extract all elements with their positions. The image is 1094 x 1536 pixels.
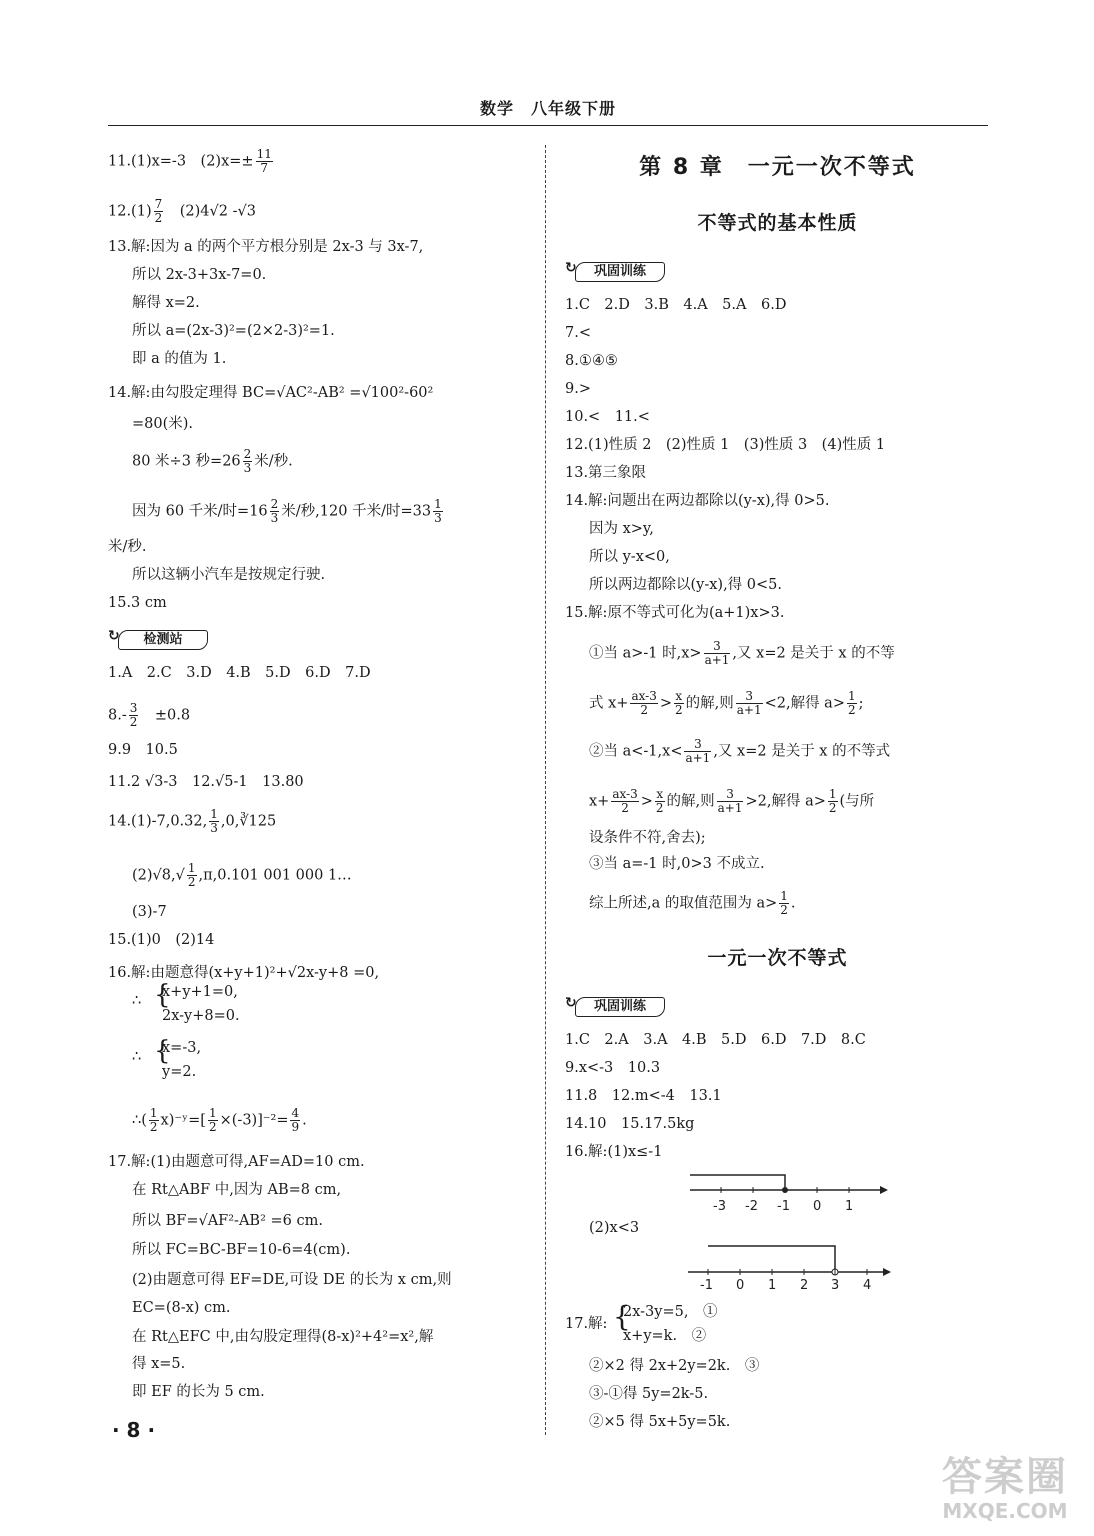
- answer-line: 8.①④⑤: [565, 353, 618, 369]
- answer-line: (2)√8,√ $\frac{1}{2}$ ,π,0.101 001 000 1…: [132, 861, 352, 889]
- answer-line: 因为 60 千米/时=16 $\frac{2}{3}$ 米/秒,120 千米/时=33 $\frac{1}{3}$: [132, 497, 442, 525]
- answer-line: 15.3 cm: [108, 595, 167, 611]
- section-title: 一元一次不等式: [707, 947, 848, 969]
- answer-line: 式 x+ $\frac{ax-3}{2}$ > $\frac{x}{2}$ 的解,则 $\frac{3}{a+1}$ <2,解得 a> $\frac{1}{2}$ ;: [589, 689, 864, 717]
- brace-icon: {: [613, 1300, 631, 1333]
- answer-line: 13.解:因为 a 的两个平方根分别是 2x-3 与 3x-7,: [108, 239, 424, 255]
- answer-line: ①当 a>-1 时,x> $\frac{3}{a+1}$ ,又 x=2 是关于 x 的不等: [589, 639, 895, 667]
- answer-line: 14.解:问题出在两边都除以(y-x),得 0>5.: [565, 493, 830, 509]
- answer-line: 在 Rt△EFC 中,由勾股定理得(8-x)²+4²=x²,解: [132, 1329, 434, 1345]
- answer-line: 80 米÷3 秒=26 $\frac{2}{3}$ 米/秒.: [132, 447, 293, 475]
- number-line-2-svg: [683, 1240, 903, 1290]
- answer-line: 16.解:(1)x≤-1: [565, 1144, 663, 1160]
- number-line-1: [685, 1165, 895, 1219]
- system-line: x=-3,: [162, 1040, 202, 1056]
- answer-line: 即 EF 的长为 5 cm.: [132, 1384, 265, 1400]
- tick-label: -1: [777, 1199, 790, 1214]
- answer-line: 1.C 2.A 3.A 4.B 5.D 6.D 7.D 8.C: [565, 1032, 866, 1048]
- answer-line: ②×2 得 2x+2y=2k. ③: [589, 1358, 760, 1374]
- answer-line: 即 a 的值为 1.: [132, 351, 227, 367]
- answer-line: =80(米).: [132, 416, 194, 432]
- answer-line: 10.< 11.<: [565, 409, 650, 425]
- therefore-sign: ∴: [132, 1049, 142, 1065]
- fraction: $\frac{11}{7}$: [256, 147, 272, 175]
- answer-line: 所以 FC=BC-BF=10-6=4(cm).: [132, 1242, 351, 1258]
- answer-line: ③-①得 5y=2k-5.: [589, 1386, 709, 1402]
- answer-line: 综上所述,a 的取值范围为 a> $\frac{1}{2}$ .: [589, 889, 796, 917]
- page-number: · 8 ·: [112, 1418, 156, 1442]
- answer-line: 14.(1)-7,0.32, $\frac{1}{3}$ ,0,∛125: [108, 807, 277, 835]
- tick-label: 4: [863, 1278, 872, 1290]
- answer-line: 12.(1)性质 2 (2)性质 1 (3)性质 3 (4)性质 1: [565, 437, 886, 453]
- system-line: y=2.: [162, 1064, 197, 1080]
- answer-line: 1.C 2.D 3.B 4.A 5.A 6.D: [565, 297, 787, 313]
- answer-line: 所以这辆小汽车是按规定行驶.: [132, 567, 326, 583]
- answer-line: ②当 a<-1,x< $\frac{3}{a+1}$ ,又 x=2 是关于 x 的不等式: [589, 737, 891, 765]
- answer-line: 8.- $\frac{3}{2}$ ±0.8: [108, 701, 191, 729]
- answer-line: 9.>: [565, 381, 591, 397]
- section-title: 不等式的基本性质: [697, 212, 858, 234]
- therefore-sign: ∴: [132, 993, 142, 1009]
- answer-line: 所以 BF=√AF²-AB² =6 cm.: [132, 1213, 323, 1229]
- answer-line: EC=(8-x) cm.: [132, 1300, 231, 1316]
- curl-arrow-icon: ↻: [108, 628, 120, 644]
- system-line: x+y+1=0,: [162, 984, 238, 1000]
- answer-line: 12.(1) $\frac{7}{2}$ (2)4√2 -√3: [108, 197, 256, 225]
- watermark-cn: 答案圈: [942, 1454, 1068, 1500]
- answer-line: 17.解:(1)由题意可得,AF=AD=10 cm.: [108, 1154, 365, 1170]
- section-tag-jiance: ↻ 检测站: [108, 628, 216, 650]
- system-line: 2x-3y=5, ①: [623, 1304, 718, 1320]
- tick-label: -1: [700, 1278, 713, 1290]
- brace-icon: {: [154, 980, 171, 1010]
- answer-line: 得 x=5.: [132, 1356, 186, 1372]
- number-line-2: [683, 1240, 903, 1294]
- answer-line: 解得 x=2.: [132, 295, 200, 311]
- curl-arrow-icon: ↻: [565, 995, 577, 1011]
- answer-line: 设条件不符,舍去);: [589, 830, 706, 846]
- answer-line: ②×5 得 5x+5y=5k.: [589, 1414, 731, 1430]
- header-rule: [108, 125, 988, 126]
- curl-arrow-icon: ↻: [565, 260, 577, 276]
- chapter-title: 第 8 章 一元一次不等式: [639, 155, 916, 180]
- answer-line: (2)由题意可得 EF=DE,可设 DE 的长为 x cm,则: [132, 1272, 452, 1288]
- section-tag-gonggu: ↻ 巩固训练: [565, 995, 673, 1017]
- tick-label: 0: [813, 1199, 822, 1214]
- solution-ray: [690, 1175, 785, 1190]
- brace-icon: {: [154, 1036, 171, 1066]
- answer-line: 所以 y-x<0,: [589, 549, 670, 565]
- answer-line: (3)-7: [132, 904, 167, 920]
- answer-line: 15.(1)0 (2)14: [108, 932, 215, 948]
- answer-line: 所以 a=(2x-3)²=(2×2-3)²=1.: [132, 323, 335, 339]
- answer-line: 11.(1)x=-3 (2)x=± $\frac{11}{7}$: [108, 147, 272, 175]
- answer-line: 11.8 12.m<-4 13.1: [565, 1088, 722, 1104]
- answer-line: 14.10 15.17.5kg: [565, 1116, 695, 1132]
- arrow-head-icon: [883, 1268, 891, 1276]
- tick-label: 1: [768, 1278, 777, 1290]
- answer-line: 米/秒.: [108, 539, 147, 555]
- number-line-1-svg: [685, 1165, 895, 1215]
- column-divider: [545, 145, 546, 1435]
- arrow-head-icon: [880, 1186, 888, 1194]
- answer-line: 7.<: [565, 325, 591, 341]
- tick-label: -3: [713, 1199, 726, 1214]
- answer-line: 1.A 2.C 3.D 4.B 5.D 6.D 7.D: [108, 665, 371, 681]
- answer-line: ③当 a=-1 时,0>3 不成立.: [589, 856, 765, 872]
- answer-line: x+ $\frac{ax-3}{2}$ > $\frac{x}{2}$ 的解,则 $\frac{3}{a+1}$ >2,解得 a> $\frac{1}{2}$ (与所: [589, 787, 875, 815]
- page-header: 数学 八年级下册: [479, 99, 616, 118]
- tick-label: -2: [745, 1199, 758, 1214]
- answer-line: 13.第三象限: [565, 465, 647, 481]
- answer-line: 14.解:由勾股定理得 BC=√AC²-AB² =√100²-60²: [108, 385, 434, 401]
- answer-line: 16.解:由题意得(x+y+1)²+√2x-y+8 =0,: [108, 965, 380, 981]
- answer-line: 17.解:: [565, 1316, 608, 1332]
- answer-line: 9.9 10.5: [108, 742, 178, 758]
- answer-line: 因为 x>y,: [589, 521, 654, 537]
- answer-line: 所以两边都除以(y-x),得 0<5.: [589, 577, 783, 593]
- answer-line: 11.2 √3-3 12.√5-1 13.80: [108, 774, 304, 790]
- tick-label: 1: [845, 1199, 854, 1214]
- answer-line: ∴( $\frac{1}{2}$ x)⁻ʸ=[ $\frac{1}{2}$ ×(-3)]⁻²= $\frac{4}{9}$ .: [132, 1106, 307, 1134]
- section-tag-gonggu: ↻ 巩固训练: [565, 260, 673, 282]
- solution-ray: [708, 1246, 835, 1272]
- answer-line: 9.x<-3 10.3: [565, 1060, 661, 1076]
- tick-label: 0: [736, 1278, 745, 1290]
- answer-line: (2)x<3: [589, 1220, 640, 1236]
- system-line: 2x-y+8=0.: [162, 1008, 240, 1024]
- watermark-logo: [920, 1455, 1090, 1530]
- tick-label: 2: [800, 1278, 809, 1290]
- watermark-en: MXQE.COM: [942, 1499, 1068, 1523]
- system-line: x+y=k. ②: [623, 1328, 707, 1344]
- tick-label: 3: [831, 1278, 840, 1290]
- answer-line: 所以 2x-3+3x-7=0.: [132, 267, 267, 283]
- answer-line: 15.解:原不等式可化为(a+1)x>3.: [565, 605, 785, 621]
- answer-line: 在 Rt△ABF 中,因为 AB=8 cm,: [132, 1182, 342, 1198]
